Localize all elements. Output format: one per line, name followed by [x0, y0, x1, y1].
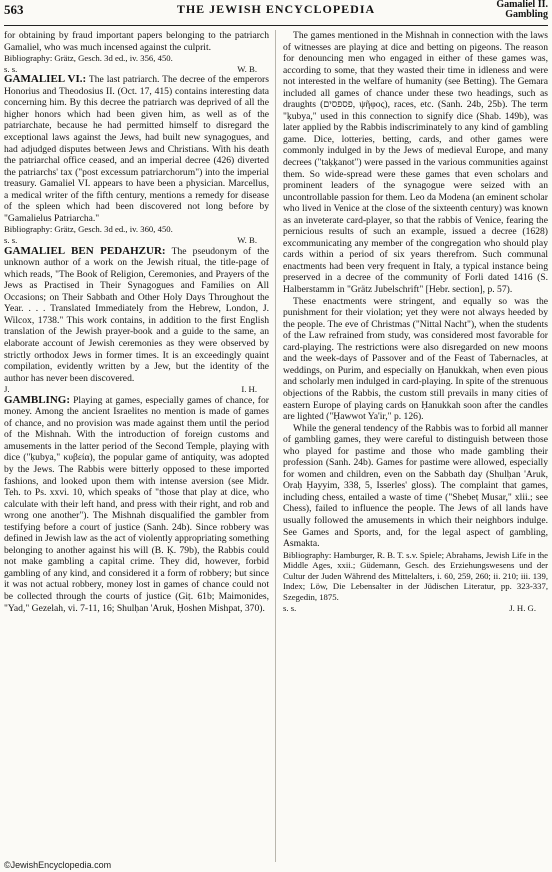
bibliography: Bibliography: Grätz, Gesch. 3d ed., iv. 356, 450.	[4, 53, 173, 64]
sig-left: s. s.	[283, 602, 297, 613]
sig-right: W. B.	[237, 63, 257, 74]
copyright-link[interactable]: ©JewishEncyclopedia.com	[4, 860, 112, 870]
left-column	[4, 30, 269, 614]
running-head	[496, 0, 548, 20]
entry-heading: GAMALIEL VI.:	[4, 73, 87, 86]
sig-right: I. H.	[241, 384, 257, 395]
bibliography: Bibliography: Grätz, Gesch. 3d ed., iv. 360, 450.	[4, 224, 173, 235]
paragraph: The games mentioned in the Mishnah in connection with the laws of witnesses are playing at dice and betting on pigeons. The reason for denouncing men who engaged in either of these games was, according to some, that they wasted their time in idleness and were not interested in the welfare of humanity (see Betting). The Gemara included all games of chance under these two headings, such as draughts (פספסים, ψῆφος), races, etc. (Sanh. 24b, 25b). The term "ḳubya," used in this connection to signify dice (Shab. 149b), was later applied by the Rabbis indiscriminately to any kind of gambling game. Dice, lotteries, betting, cards, and other games were commonly indulged in by the Jews of medieval Europe, and many decrees ("taḳḳanot") were passed in the various communities against them. So wide-spread were these games that even scholars and prominent leaders of the synagogue were seized with an uncontrollable passion for them. Leo da Modena (an eminent scholar who lived in Venice at the close of the sixteenth century) was known as an inveterate card-player, so that the rabbis of Venice, fearing the pernicious results of such an example, issued a decree (1628) excommunicating any member of the congregation who should play cards within a period of six years therefrom. Such communal enactments had been very frequent in Italy, a typical instance being preserved in a decree of the community of Forli dated 1416 (S. Halberstamm in "Grätz Jubelschrift" [Hebr. section], p. 57).	[283, 30, 548, 296]
running-head-line-1: Gamaliel II.	[496, 0, 548, 10]
paragraph: These enactments were stringent, and equally so was the punishment for their violation; yet they were not always heeded by the people. The eve of Christmas ("Nittal Nacht"), when the students of the Law refrained from study, was considered most favorable for card-playing. The restrictions were also disregarded on new moons and the week-days of Passover and of the Feast of Tabernacles, at weddings, on Purim, and especially on Ḥanukkah, when even pious and scholarly men indulged in card-playing. In spite of the strenuous objections of the Rabbis, the custom still prevails in many cities of eastern Europe of playing cards on Ḥanukkah soon after the candles are lighted ("Ḥawwot Ya'ir," p. 126).	[283, 295, 548, 423]
column-divider	[275, 30, 276, 862]
journal-title: THE JEWISH ENCYCLOPEDIA	[176, 2, 376, 16]
entry-heading: GAMALIEL BEN PEDAHZUR:	[4, 244, 166, 257]
page-header	[4, 0, 548, 26]
sig-left: s. s.	[4, 63, 18, 74]
entry-heading: GAMBLING:	[4, 393, 70, 406]
sig-right: J. H. G.	[509, 602, 536, 613]
sig-left: s. s.	[4, 234, 18, 245]
signature	[283, 603, 548, 614]
sig-left: J.	[4, 384, 10, 395]
header-rule	[4, 25, 548, 26]
paragraph: While the general tendency of the Rabbis was to forbid all manner of gambling games, they were careful to distinguish between those who played for pastime and those who made gambling their profession (Sanh. 24b). Games for pastime were allowed, especially for women and children, even on the Sabbath day (Shulḥan 'Aruk, Oraḥ Ḥayyim, 338, 5, Isserles' gloss). The complaint that games, including chess, entailed a waste of time ("Shebeṭ Musar," xlii.; see Chess), failed to influence the people. The Jews of all lands have usually followed the amusements in which their neighbors indulge. See Games and Sports, and, for the legal aspect of gambling, Asmakta.	[283, 422, 548, 550]
running-head-line-2: Gambling	[505, 9, 548, 20]
entry-text: Playing at games, especially games of chance, for money. Among the ancient Israelites no mention is made of games of chance, and no provision was made against them until the period of the Mishnah. With the introduction of foreign customs and amusements in the latter period of the Second Temple, playing with dice ("ḳubya," κυβεία), the popular game of antiquity, was adopted by the Jews. The Rabbis were bitterly opposed to these imported fashions, and looked upon them with intense aversion (see Midr. Teh. to Ps. xxvi. 10, which speaks of "those that play at dice, who calculate with their left hand, and press with their right, and rob and wrong one another"). The Mishnah disqualified the gambler from testifying before a court of justice (Sanh. 24b). Since robbery was defined in Jewish law as the act of violently appropriating something belonging to another against his will (B. Ḳ. 79b), the Rabbis could not make gambling a capital crime. They did, however, forbid gambling of any kind, and considered it a form of robbery; but since it was not actual robbery, money lost in games of chance could not be collected through the courts of justice (Giṭ. 61b; Maimonides, "Yad," Gezelah, vi. 7-11, 16; Shulḥan 'Aruk, Ḥoshen Mishpat, 370).	[4, 394, 269, 614]
page-number: 563	[4, 2, 24, 17]
bibliography: Bibliography: Hamburger, R. B. T. s.v. Spiele; Abrahams, Jewish Life in the Middle Ages, xxii.; Güdemann, Gesch. des Erziehungswesens und der Cultur der Juden Während des Mittelalters, i. 60, 259, 260; ii. 210; iii. 139, Index; Löw, Die Lebensalter in der Jüdischen Literatur, pp. 323-337, Szegedin, 1875.	[283, 549, 548, 602]
entry-text: The last patriarch. The decree of the emperors Honorius and Theodosius II. (Oct. 17, 415) contains interesting data concerning him. By this decree the patriarch was deprived of all the higher honors which had been given him, as well as of the patriarchate, because he had permitted himself to disregard the exceptional laws against the Jews, had built new synagogues, and had adjudged disputes between Jews and Christians. With his death the patriarchal office ceased, and an imperial decree (426) diverted the patriarchs' tax ("post excessum patriarchorum") into the imperial treasury. Gamaliel VI. appears to have been a physician. Marcellus, a medical writer of the fifth century, mentions a remedy for disease of the spleen which had been discovered not long before by "Gamalielus Patriarcha."	[4, 74, 269, 224]
entry-gamaliel-ben-pedahzur	[4, 246, 269, 385]
entry-gamaliel-vi	[4, 74, 269, 224]
entry-gambling	[4, 395, 269, 614]
paragraph: for obtaining by fraud important papers belonging to the patriarch Gamaliel, who was much incensed against the culprit.	[4, 30, 269, 53]
entry-text: The pseudonym of the unknown author of a work on the Jewish ritual, the title-page of which reads, "The Book of Religion, Ceremonies, and Prayers of the Jews as Practised in Their Synagogues and Families on All Occasions; on Their Sabbath and Other Holy Days Throughout the Year. . . . Translated Immediately from the Hebrew, London, J. Wilcox, 1738." This work contains, in addition to the first English translation of the Jewish prayer-book and a guide to the same, an elaborate account of Jewish ceremonies as they were observed by strictly orthodox Jews in former times. It is an exceedingly quaint compilation, evidently written by a Jew, but the identity of the author has never been discovered.	[4, 245, 269, 384]
right-column	[283, 30, 548, 613]
sig-right: W. B.	[237, 234, 257, 245]
